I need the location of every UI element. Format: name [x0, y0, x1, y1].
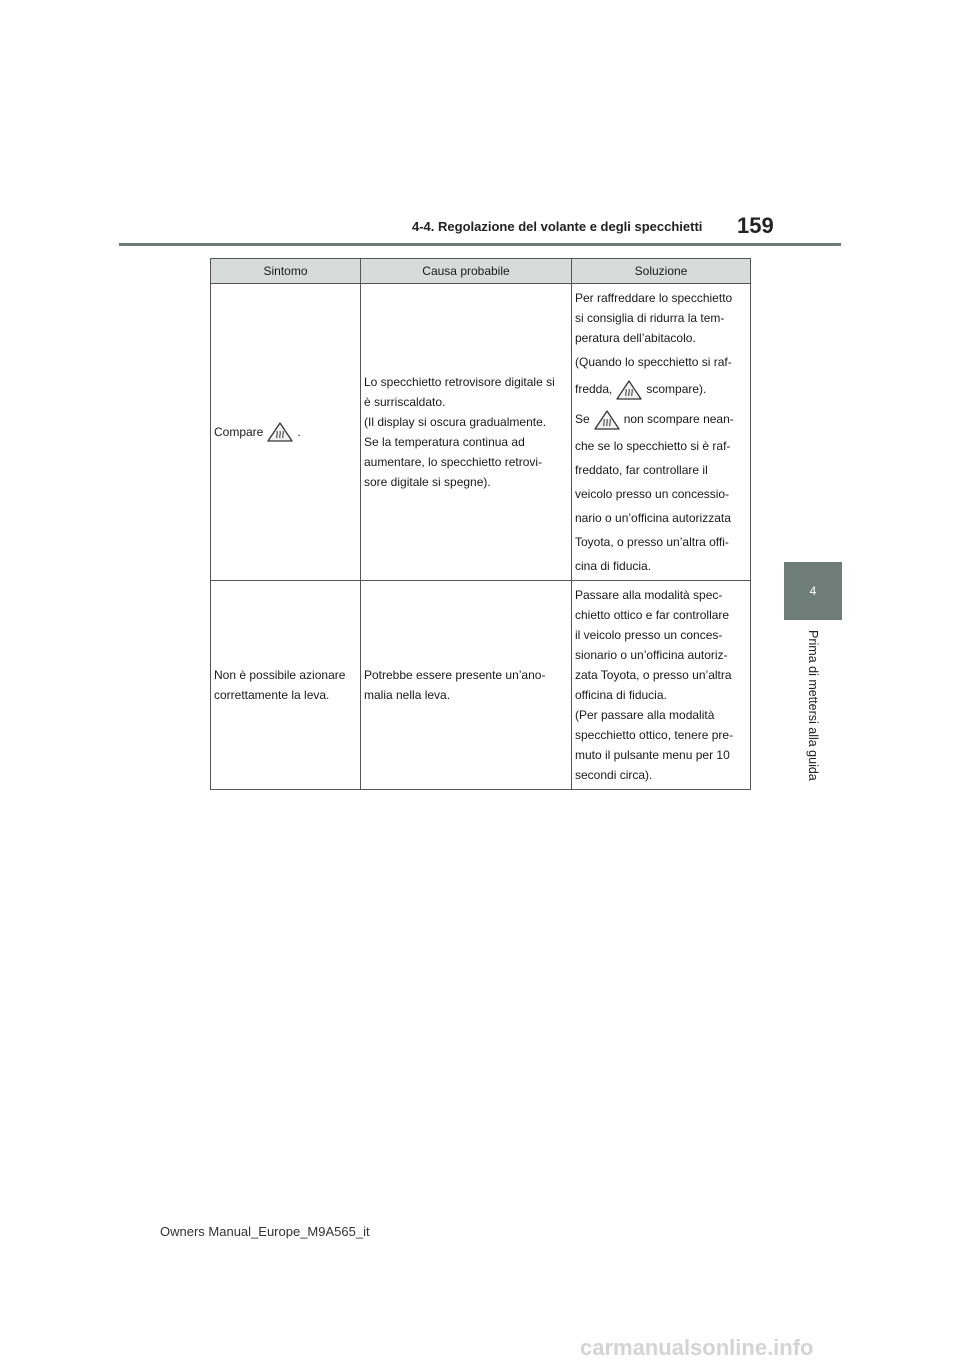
- solution-cell: [572, 581, 751, 790]
- watermark: carmanualsonline.info: [580, 1335, 814, 1360]
- cause-line: malia nella leva.: [364, 688, 451, 702]
- table-header-row: [211, 259, 751, 284]
- solution-cell: [572, 284, 751, 581]
- mirror-overheat-warning-icon: [616, 380, 642, 400]
- solution-line: muto il pulsante menu per 10: [575, 748, 730, 762]
- cause-cell: [361, 284, 572, 581]
- solution-line: che se lo specchietto si è raf-: [575, 439, 731, 453]
- solution-line-with-icon: [575, 406, 747, 432]
- symptom-text: Compare: [214, 424, 264, 439]
- solution-line: Toyota, o presso un’altra offi-: [575, 535, 729, 549]
- mirror-overheat-warning-icon: [267, 422, 293, 442]
- symptom-line: correttamente la leva.: [214, 688, 330, 702]
- header-rule: [119, 243, 841, 246]
- solution-line: zata Toyota, o presso un’altra: [575, 668, 732, 682]
- solution-line: officina di fiducia.: [575, 688, 667, 702]
- cause-line: è surriscaldato.: [364, 395, 446, 409]
- chapter-label: Prima di mettersi alla guida: [806, 630, 820, 781]
- section-title: 4-4. Regolazione del volante e degli specchietti: [412, 219, 703, 234]
- cause-cell: [361, 581, 572, 790]
- solution-line: freddato, far controllare il: [575, 463, 708, 477]
- footer-doc-id: Owners Manual_Europe_M9A565_it: [160, 1224, 370, 1239]
- solution-line: si consiglia di ridurra la tem-: [575, 311, 725, 325]
- solution-text: fredda,: [575, 382, 613, 396]
- chapter-tab: [784, 562, 842, 620]
- solution-line: nario o un’officina autorizzata: [575, 511, 731, 525]
- chapter-number: 4: [809, 584, 817, 598]
- solution-line-with-icon: [575, 376, 747, 402]
- header-symptom: Sintomo: [211, 259, 361, 284]
- chapter-label-container: [784, 630, 842, 800]
- cause-line: Lo specchietto retrovisore digitale si: [364, 375, 555, 389]
- troubleshooting-table: [210, 258, 751, 790]
- solution-text: non scompare nean-: [623, 412, 734, 426]
- header-cause: Causa probabile: [361, 259, 572, 284]
- solution-line: (Quando lo specchietto si raf-: [575, 355, 732, 369]
- symptom-line: Non è possibile azionare: [214, 668, 346, 682]
- cause-line: aumentare, lo specchietto retrovi-: [364, 455, 543, 469]
- table-row: [211, 581, 751, 790]
- solution-line: (Per passare alla modalità: [575, 708, 715, 722]
- solution-text: scompare).: [646, 382, 707, 396]
- solution-line: sionario o un’officina autoriz-: [575, 648, 728, 662]
- cause-line: (Il display si oscura gradualmente.: [364, 415, 547, 429]
- solution-line: Passare alla modalità spec-: [575, 588, 723, 602]
- symptom-text-end: .: [297, 424, 301, 439]
- solution-line: specchietto ottico, tenere pre-: [575, 728, 734, 742]
- solution-line: secondi circa).: [575, 768, 653, 782]
- symptom-cell: [211, 581, 361, 790]
- table-row: [211, 284, 751, 581]
- cause-line: sore digitale si spegne).: [364, 475, 491, 489]
- mirror-overheat-warning-icon: [594, 410, 620, 430]
- header-solution: Soluzione: [572, 259, 751, 284]
- page-number: 159: [737, 213, 774, 238]
- solution-line: Per raffreddare lo specchietto: [575, 291, 733, 305]
- cause-line: Se la temperatura continua ad: [364, 435, 525, 449]
- solution-line: cina di fiducia.: [575, 559, 652, 573]
- cause-line: Potrebbe essere presente un’ano-: [364, 668, 546, 682]
- solution-line: il veicolo presso un conces-: [575, 628, 723, 642]
- solution-line: chietto ottico e far controllare: [575, 608, 730, 622]
- solution-text: Se: [575, 412, 590, 426]
- solution-line: veicolo presso un concessio-: [575, 487, 730, 501]
- symptom-cell: [211, 284, 361, 581]
- solution-line: peratura dell’abitacolo.: [575, 331, 696, 345]
